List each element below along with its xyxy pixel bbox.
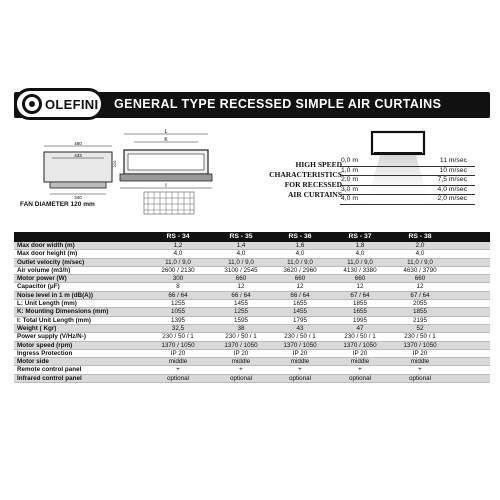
model-header: RS - 34 <box>166 233 190 240</box>
speed-row: 0,0 m 11 m/sec <box>340 157 475 167</box>
table-row <box>14 259 490 267</box>
model-header: RS - 37 <box>348 233 372 240</box>
speed-row: 1,0 m 10 m/sec <box>340 167 475 177</box>
table-cell: 660 <box>235 275 247 283</box>
model-header: RS - 38 <box>408 233 432 240</box>
table-cell: 660 <box>354 275 366 283</box>
table-cell: 1255 <box>233 308 248 316</box>
table-body <box>14 242 490 383</box>
table-cell: 230 / 50 / 1 <box>404 333 436 341</box>
table-cell: optional <box>408 374 432 382</box>
table-cell: 38 <box>237 324 245 332</box>
row-label: Capacitor (μF) <box>17 283 60 291</box>
speed-characteristics-table <box>340 157 475 205</box>
table-row <box>14 325 490 333</box>
table-row <box>14 300 490 308</box>
table-cell: middle <box>231 358 251 366</box>
row-label: I: Total Unit Length (mm) <box>17 316 92 324</box>
table-cell: 1455 <box>233 300 248 308</box>
side-view-drawing <box>104 128 224 220</box>
row-label: Ingress Protection <box>17 349 73 357</box>
table-cell: 1370 / 1050 <box>343 341 377 349</box>
row-label: Noise level in 1 m (dB(A)) <box>17 291 93 299</box>
logo-mark-icon <box>22 94 42 114</box>
front-dim-inner: 433 <box>74 153 82 158</box>
page-title: GENERAL TYPE RECESSED SIMPLE AIR CURTAINS <box>114 97 442 111</box>
table-cell: 1370 / 1050 <box>403 341 437 349</box>
table-cell: optional <box>288 374 312 382</box>
table-cell: 230 / 50 / 1 <box>225 333 257 341</box>
table-row <box>14 292 490 300</box>
table-cell: 32,5 <box>171 324 185 332</box>
row-label: Weight ( Kgr) <box>17 324 57 332</box>
table-row <box>14 308 490 316</box>
table-cell: 1395 <box>170 316 185 324</box>
table-cell: 300 <box>172 275 184 283</box>
speed-characteristics-label <box>268 160 342 200</box>
table-cell: IP 20 <box>170 349 186 357</box>
table-cell: 52 <box>416 324 424 332</box>
table-cell: 43 <box>296 324 304 332</box>
side-dim-k: K <box>164 137 168 143</box>
table-cell: 4,0 <box>415 250 425 258</box>
row-label: K: Mounting Dimensions (mm) <box>17 308 109 316</box>
table-row <box>14 358 490 366</box>
speed-row: 4,0 m 2,0 m/sec <box>340 195 475 205</box>
table-cell: 1655 <box>292 300 307 308</box>
row-label: Max door width (m) <box>17 242 75 249</box>
table-cell: middle <box>290 358 310 366</box>
table-cell: 230 / 50 / 1 <box>162 333 194 341</box>
table-cell: 12 <box>356 283 364 291</box>
table-cell: 4130 / 3380 <box>343 266 377 274</box>
table-cell: 1595 <box>233 316 248 324</box>
table-cell: + <box>358 366 362 374</box>
table-cell: 4,0 <box>236 250 246 258</box>
row-label: Motor speed (rpm) <box>17 341 73 349</box>
table-cell: 66 / 64 <box>231 291 251 299</box>
table-cell: 2600 / 2130 <box>161 266 195 274</box>
model-header: RS - 36 <box>288 233 312 240</box>
table-row <box>14 342 490 350</box>
table-cell: 11,0 / 9,0 <box>407 258 433 266</box>
table-cell: 1,6 <box>295 242 305 249</box>
table-row <box>14 333 490 341</box>
specification-table <box>14 232 490 383</box>
table-cell: 1455 <box>292 308 307 316</box>
row-label: Infrared control panel <box>17 374 82 382</box>
table-cell: 3100 / 2545 <box>224 266 258 274</box>
table-cell: 660 <box>294 275 306 283</box>
table-cell: optional <box>348 374 372 382</box>
table-cell: 11,0 / 9,0 <box>228 258 254 266</box>
speed-label-line: FOR RECESSED <box>284 180 342 189</box>
table-cell: 8 <box>176 283 180 291</box>
front-dim-bottom: 340 <box>74 195 82 200</box>
table-cell: 4,0 <box>355 250 365 258</box>
table-row <box>14 283 490 291</box>
table-cell: 1,8 <box>355 242 365 249</box>
speed-label-line: CHARACTERISTICS <box>269 170 342 179</box>
table-row <box>14 267 490 275</box>
table-cell: 1,2 <box>173 242 183 249</box>
table-cell: 12 <box>237 283 245 291</box>
side-dim-l: L <box>164 129 168 135</box>
speed-label-line: AIR CURTAINS <box>288 190 342 199</box>
title-bar <box>14 92 490 118</box>
table-cell: 11,0 / 9,0 <box>165 258 191 266</box>
table-header <box>14 232 490 242</box>
table-cell: 67 / 64 <box>350 291 370 299</box>
table-row <box>14 350 490 358</box>
fan-diameter-label: FAN DIAMETER 120 mm <box>20 201 95 208</box>
table-cell: 47 <box>356 324 364 332</box>
table-cell: 4,0 <box>295 250 305 258</box>
table-cell: 4,0 <box>173 250 183 258</box>
table-cell: 2195 <box>412 316 427 324</box>
speed-label-line: HIGH SPEED <box>295 160 342 169</box>
row-label: Motor side <box>17 358 49 366</box>
table-cell: IP 20 <box>412 349 428 357</box>
table-cell: 1370 / 1050 <box>161 341 195 349</box>
table-cell: optional <box>229 374 253 382</box>
model-header: RS - 35 <box>229 233 253 240</box>
table-cell: 1055 <box>170 308 185 316</box>
table-cell: 4630 / 3790 <box>403 266 437 274</box>
row-label: Air volume (m3/h) <box>17 266 71 274</box>
table-cell: 1855 <box>352 300 367 308</box>
table-row <box>14 317 490 325</box>
table-cell: optional <box>166 374 190 382</box>
table-cell: 230 / 50 / 1 <box>344 333 376 341</box>
table-cell: 66 / 64 <box>168 291 188 299</box>
table-cell: 67 / 64 <box>410 291 430 299</box>
table-cell: 660 <box>414 275 426 283</box>
table-cell: 1655 <box>352 308 367 316</box>
table-cell: 66 / 64 <box>290 291 310 299</box>
table-cell: middle <box>410 358 430 366</box>
table-cell: 230 / 50 / 1 <box>284 333 316 341</box>
row-label: Max door height (m) <box>17 250 78 258</box>
table-cell: IP 20 <box>233 349 249 357</box>
speed-row: 3,0 m 4,0 m/sec <box>340 186 475 196</box>
front-dim-width: 460 <box>74 141 82 146</box>
table-cell: 1255 <box>170 300 185 308</box>
logo-text: OLEFINI <box>45 96 99 112</box>
table-cell: 1,4 <box>236 242 246 249</box>
table-cell: + <box>176 366 180 374</box>
table-cell: 1370 / 1050 <box>283 341 317 349</box>
table-cell: + <box>298 366 302 374</box>
side-dim-height: 220 <box>112 160 117 168</box>
table-cell: 12 <box>416 283 424 291</box>
table-row <box>14 375 490 383</box>
table-cell: middle <box>350 358 370 366</box>
table-cell: middle <box>168 358 188 366</box>
row-label: Outlet velocity (m/sec) <box>17 258 85 266</box>
table-row <box>14 366 490 374</box>
row-label: L: Unit Length (mm) <box>17 300 77 308</box>
table-cell: 3620 / 2960 <box>283 266 317 274</box>
table-row <box>14 250 490 258</box>
row-label: Motor power (W) <box>17 275 67 283</box>
table-cell: 11,0 / 9,0 <box>347 258 373 266</box>
table-cell: 2,0 <box>415 242 425 249</box>
speed-row: 2,0 m 7,5 m/sec <box>340 176 475 186</box>
table-cell: 11,0 / 9,0 <box>287 258 313 266</box>
table-cell: IP 20 <box>352 349 368 357</box>
table-cell: 12 <box>296 283 304 291</box>
table-cell: + <box>418 366 422 374</box>
row-label: Remote control panel <box>17 366 82 374</box>
table-cell: 1795 <box>292 316 307 324</box>
table-cell: IP 20 <box>292 349 308 357</box>
row-label: Power supply (V/Hz/N-) <box>17 333 86 341</box>
table-cell: 1370 / 1050 <box>224 341 258 349</box>
table-cell: 1855 <box>412 308 427 316</box>
olefini-logo <box>14 88 104 120</box>
table-row <box>14 242 490 250</box>
table-cell: 1995 <box>352 316 367 324</box>
table-row <box>14 275 490 283</box>
table-cell: + <box>239 366 243 374</box>
side-dim-i: I <box>165 183 167 189</box>
table-cell: 2055 <box>412 300 427 308</box>
